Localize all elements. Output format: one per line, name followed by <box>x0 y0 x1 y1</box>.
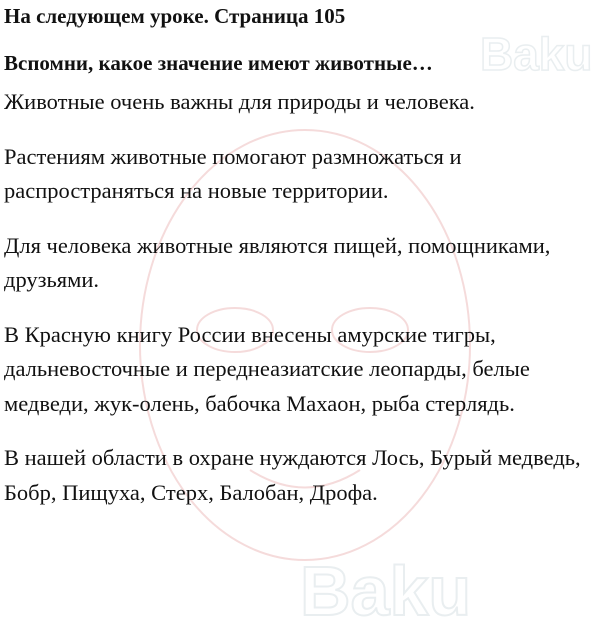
answer-paragraph: В Красную книгу России внесены амурские тигры, дальневосточные и переднеазиатские леопарды, белые медведи, жук-олень, бабочка Махаон, рыба стерлядь. <box>4 321 530 416</box>
answer-paragraph: Для человека животные являются пищей, помощниками, друзьями. <box>4 232 551 292</box>
answer-paragraph: Животные очень важны для природы и человека. <box>4 89 475 114</box>
question-heading: Вспомни, какое значение имеют животные… <box>4 51 433 75</box>
answer-paragraph: Растениям животные помогают размножаться и распространяться на новые территории. <box>4 143 462 203</box>
watermark-text-bottom: Baku <box>300 552 472 619</box>
page-title: На следующем уроке. Страница 105 <box>4 4 346 28</box>
watermark-text: Baku <box>480 28 593 80</box>
answer-paragraph: В нашей области в охране нуждаются Лось, Бурый медведь, Бобр, Пищуха, Стерх, Балобан, Дрофа. <box>4 445 581 505</box>
